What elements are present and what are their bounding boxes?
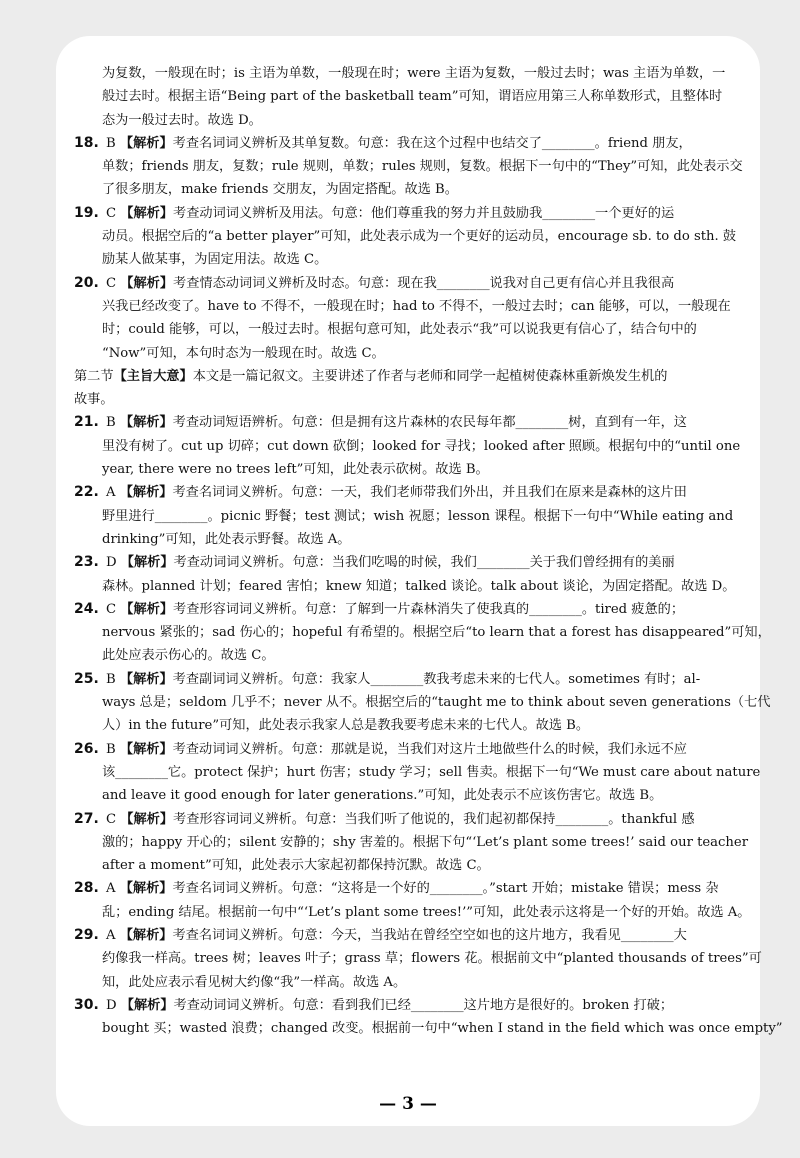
- explanation-text: 考查动词词义辨析及用法。句意：他们尊重我的努力并且鼓励我________一个更好的运: [173, 205, 675, 221]
- explanation-line: [102, 831, 749, 854]
- question-item-20: [74, 272, 738, 365]
- explanation-text: 约像我一样高。trees 树；leaves 叶子；grass 草；flowers 花。根据前文中“planted thousands of trees”可: [102, 951, 762, 967]
- explanation-text: drinking”可知，此处表示野餐。故选 A。: [102, 531, 351, 547]
- explanation-line: [74, 738, 738, 761]
- section-label: 第二节: [74, 368, 114, 384]
- answer-letter: D: [106, 555, 117, 571]
- explanation-line: [102, 505, 738, 528]
- question-number: 30.: [74, 996, 99, 1013]
- answer-letter: A: [106, 881, 116, 897]
- explanation-line: [74, 202, 738, 225]
- explanation-line: [102, 225, 738, 248]
- intro-line: 态为一般过去时。故选 D。: [102, 112, 262, 128]
- explanation-text: 考查名词词义辨析。句意：今天，当我站在曾经空空如也的这片地方，我看见________大: [172, 927, 687, 943]
- answer-letter: A: [106, 485, 116, 501]
- question-item-28: [74, 877, 751, 924]
- explanation-text: 励某人做某事，为固定用法。故选 C。: [102, 252, 328, 268]
- explanation-text: and leave it good enough for later generations.”可知，此处表示不应该伤害它。故选 B。: [102, 788, 663, 804]
- analysis-tag: 【解析】: [120, 997, 174, 1013]
- question-item-26: [74, 738, 761, 808]
- explanation-text: 动员。根据空后的“a better player”可知，此处表示成为一个更好的运动员，encourage sb. to do sth. 鼓: [102, 229, 737, 245]
- analysis-tag: 【解析】: [119, 485, 173, 501]
- intro-line: 般过去时。根据主语“Being part of the basketball team”可知，谓语应用第三人称单数形式，且整体时: [102, 89, 723, 105]
- page-number: — 3 —: [379, 1094, 437, 1114]
- question-number: 26.: [74, 740, 99, 757]
- explanation-text: year, there were no trees left”可知，此处表示砍树。故选 B。: [102, 462, 489, 478]
- explanation-text: bought 买；wasted 浪费；changed 改变。根据前一句中“when I stand in the field which was once empty”: [102, 1021, 783, 1037]
- explanation-text: 兴我已经改变了。have to 不得不，一般现在时；had to 不得不，一般过去时；can 能够，可以，一般现在: [102, 298, 731, 314]
- explanation-line: [74, 924, 738, 947]
- explanation-text: 考查动词词义辨析。句意：当我们吃喝的时候，我们________关于我们曾经拥有的美丽: [173, 555, 675, 571]
- question-item-30: [74, 994, 783, 1041]
- analysis-tag: 【解析】: [120, 811, 174, 827]
- analysis-tag: 【解析】: [120, 555, 174, 571]
- question-item-29: [74, 924, 762, 994]
- explanation-line: [74, 598, 738, 621]
- summary-text: 故事。: [74, 392, 114, 408]
- question-number: 27.: [74, 810, 99, 827]
- analysis-tag: 【解析】: [119, 415, 173, 431]
- question-item-24: [74, 598, 771, 668]
- explanation-text: after a moment”可知，此处表示大家起初都保持沉默。故选 C。: [102, 858, 490, 874]
- answer-letter: C: [106, 205, 117, 221]
- question-number: 21.: [74, 414, 99, 431]
- explanation-line: [102, 784, 738, 807]
- question-number: 25.: [74, 670, 99, 687]
- explanation-line: [102, 761, 761, 784]
- question-item-22: [74, 481, 738, 551]
- explanation-text: 单数；friends 朋友，复数；rule 规则，单数；rules 规则，复数。根据下一句中的“They”可知，此处表示交: [102, 159, 743, 175]
- answer-explanations: [74, 62, 783, 1040]
- explanation-text: 考查名词词义辨析及其单复数。句意：我在这个过程中也结交了________。friend 朋友，: [172, 135, 692, 151]
- explanation-line: [74, 994, 738, 1017]
- explanation-line: [102, 435, 741, 458]
- explanation-text: 里没有树了。cut up 切碎；cut down 砍倒；looked for 寻找；looked after 照顾。根据句中的“until one: [102, 438, 741, 454]
- question-number: 24.: [74, 600, 99, 617]
- explanation-text: nervous 紧张的；sad 伤心的；hopeful 有希望的。根据空后“to learn that a forest has disappeared”可知，: [102, 625, 771, 641]
- explanation-text: ways 总是；seldom 几乎不；never 从不。根据空后的“taught me to think about seven generations（七代: [102, 695, 771, 711]
- explanation-line: [102, 854, 738, 877]
- explanation-text: “Now”可知，本句时态为一般现在时。故选 C。: [102, 345, 385, 361]
- explanation-text: 考查形容词词义辨析。句意：当我们听了他说的，我们起初都保持________。thankful 感: [173, 811, 695, 827]
- answer-letter: B: [106, 415, 116, 431]
- question-number: 23.: [74, 554, 99, 571]
- explanation-text: 考查名词词义辨析。句意：“这将是一个好的________。”start 开始；mistake 错误；mess 杂: [172, 881, 719, 897]
- question-item-27: [74, 808, 749, 878]
- question-item-18: [74, 132, 743, 202]
- explanation-text: 知，此处应表示看见树大约像“我”一样高。故选 A。: [102, 974, 407, 990]
- explanation-text: 森林。planned 计划；feared 害怕；knew 知道；talked 谈论。talk about 谈论，为固定搭配。故选 D。: [102, 578, 736, 594]
- explanation-text: 考查形容词词义辨析。句意：了解到一片森林消失了使我真的________。tired 疲惫的；: [173, 601, 685, 617]
- explanation-line: [102, 458, 738, 481]
- explanation-text: 考查动词短语辨析。句意：但是拥有这片森林的农民每年都________树，直到有一年，这: [172, 415, 687, 431]
- question-item-23: [74, 551, 738, 598]
- analysis-tag: 【解析】: [119, 881, 173, 897]
- explanation-text: 时；could 能够，可以，一般过去时。根据句意可知，此处表示“我”可以说我更有信心了，结合句中的: [102, 322, 697, 338]
- analysis-tag: 【解析】: [119, 741, 173, 757]
- explanation-line: [102, 691, 771, 714]
- explanation-text: 野里进行________。picnic 野餐；test 测试；wish 祝愿；lesson 课程。根据下一句中“While eating and: [102, 508, 734, 524]
- answer-letter: C: [106, 811, 117, 827]
- explanation-text: 该________它。protect 保护；hurt 伤害；study 学习；sell 售卖。根据下一句“We must care about nature: [102, 764, 761, 780]
- explanation-text: 乱；ending 结尾。根据前一句中“‘Let’s plant some trees!’”可知，此处表示这将是一个好的开始。故选 A。: [102, 904, 751, 920]
- explanation-line: [74, 272, 738, 295]
- question-item-21: [74, 411, 741, 481]
- answer-letter: C: [106, 601, 117, 617]
- question-number: 28.: [74, 880, 99, 897]
- summary-line: [74, 388, 738, 411]
- answer-letter: B: [106, 135, 116, 151]
- analysis-tag: 【解析】: [120, 275, 174, 291]
- explanation-line: [102, 248, 738, 271]
- explanation-line: [102, 178, 738, 201]
- answer-letter: B: [106, 741, 116, 757]
- analysis-tag: 【解析】: [119, 671, 173, 687]
- analysis-tag: 【解析】: [119, 135, 173, 151]
- explanation-text: 考查名词词义辨析。句意：一天，我们老师带我们外出，并且我们在原来是森林的这片田: [172, 485, 687, 501]
- answer-letter: D: [106, 997, 117, 1013]
- intro-line: 为复数，一般现在时；is 主语为单数，一般现在时；were 主语为复数，一般过去时；was 主语为单数，一: [102, 66, 726, 81]
- question-number: 22.: [74, 484, 99, 501]
- question-item-19: [74, 202, 738, 272]
- explanation-text: 考查情态动词词义辨析及时态。句意：现在我________说我对自己更有信心并且我很高: [173, 275, 675, 291]
- explanation-line: [102, 621, 771, 644]
- explanation-line: [74, 877, 738, 900]
- explanation-text: 考查动词词义辨析。句意：那就是说，当我们对这片土地做些什么的时候，我们永远不应: [172, 741, 687, 757]
- answer-letter: C: [106, 275, 117, 291]
- explanation-text: 了很多朋友，make friends 交朋友，为固定搭配。故选 B。: [102, 182, 458, 198]
- question-number: 20.: [74, 274, 99, 291]
- question-number: 29.: [74, 926, 99, 943]
- explanation-line: [74, 808, 738, 831]
- explanation-line: [102, 971, 738, 994]
- explanation-text: 激的；happy 开心的；silent 安静的；shy 害羞的。根据下句“‘Let’s plant some trees!’ said our teacher: [102, 834, 749, 850]
- explanation-line: [102, 295, 738, 318]
- analysis-tag: 【解析】: [119, 927, 173, 943]
- explanation-line: [102, 155, 743, 178]
- explanation-line: [102, 901, 751, 924]
- explanation-line: [102, 528, 738, 551]
- main-idea-tag: 【主旨大意】: [113, 368, 193, 384]
- explanation-line: [74, 411, 738, 434]
- explanation-line: [74, 132, 738, 155]
- explanation-line: [74, 481, 738, 504]
- summary-line: [74, 365, 738, 388]
- question-number: 18.: [74, 134, 99, 151]
- explanation-line: [102, 318, 738, 341]
- explanation-text: 考查副词词义辨析。句意：我家人________教我考虑未来的七代人。sometimes 有时；al-: [172, 671, 701, 687]
- question-number: 19.: [74, 204, 99, 221]
- explanation-text: 此处应表示伤心的。故选 C。: [102, 648, 275, 664]
- explanation-line: [102, 644, 738, 667]
- page-sheet: [56, 36, 783, 1126]
- analysis-tag: 【解析】: [120, 601, 174, 617]
- explanation-line: [102, 575, 738, 598]
- answer-letter: A: [106, 927, 116, 943]
- answer-letter: B: [106, 671, 116, 687]
- question-item-25: [74, 668, 771, 738]
- explanation-line: [74, 551, 738, 574]
- section-two-summary: [74, 365, 738, 412]
- explanation-text: 考查动词词义辨析。句意：看到我们已经________这片地方是很好的。broken 打破；: [173, 997, 674, 1013]
- analysis-tag: 【解析】: [120, 205, 174, 221]
- explanation-line: [74, 668, 738, 691]
- explanation-line: [102, 714, 738, 737]
- explanation-line: [102, 947, 762, 970]
- explanation-line: [102, 1017, 783, 1040]
- explanation-text: 人）in the future”可知，此处表示我家人总是教我要考虑未来的七代人。故选 B。: [102, 718, 590, 734]
- explanation-line: [102, 342, 738, 365]
- summary-text: 本文是一篇记叙文。主要讲述了作者与老师和同学一起植树使森林重新焕发生机的: [192, 368, 668, 384]
